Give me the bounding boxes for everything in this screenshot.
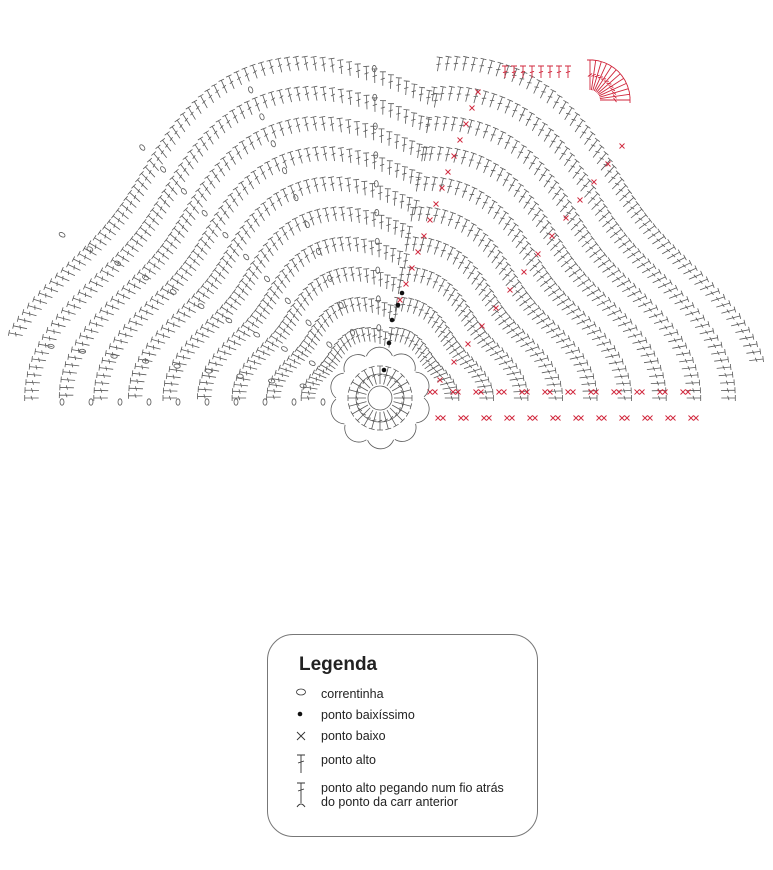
legend-title: Legenda	[299, 654, 378, 675]
cross-icon	[292, 729, 310, 751]
legend-label-chain: correntinha	[321, 687, 384, 701]
legend-label-double-crochet: ponto alto	[321, 753, 376, 767]
legend-item-chain	[292, 687, 384, 709]
legend-item-slip-stitch	[292, 708, 415, 730]
double-crochet-back-loop-icon	[292, 781, 310, 803]
legend-item-double-crochet	[292, 753, 376, 775]
gray-stitch-rows	[8, 56, 763, 405]
center-ring	[331, 291, 429, 449]
legend-label-single-crochet: ponto baixo	[321, 729, 386, 743]
legend-label-back-loop-double-crochet: ponto alto pegando num fio atrás do ponto da carr anterior	[321, 781, 504, 809]
double-crochet-icon	[292, 753, 310, 775]
dot-icon	[292, 708, 310, 730]
legend-label-slip-stitch: ponto baixíssimo	[321, 708, 415, 722]
legend-item-single-crochet	[292, 729, 386, 751]
legend-box	[267, 634, 538, 837]
red-stitch-rows	[398, 60, 699, 421]
chain-oval-icon	[292, 687, 310, 709]
legend-item-back-loop-double-crochet	[292, 781, 504, 809]
